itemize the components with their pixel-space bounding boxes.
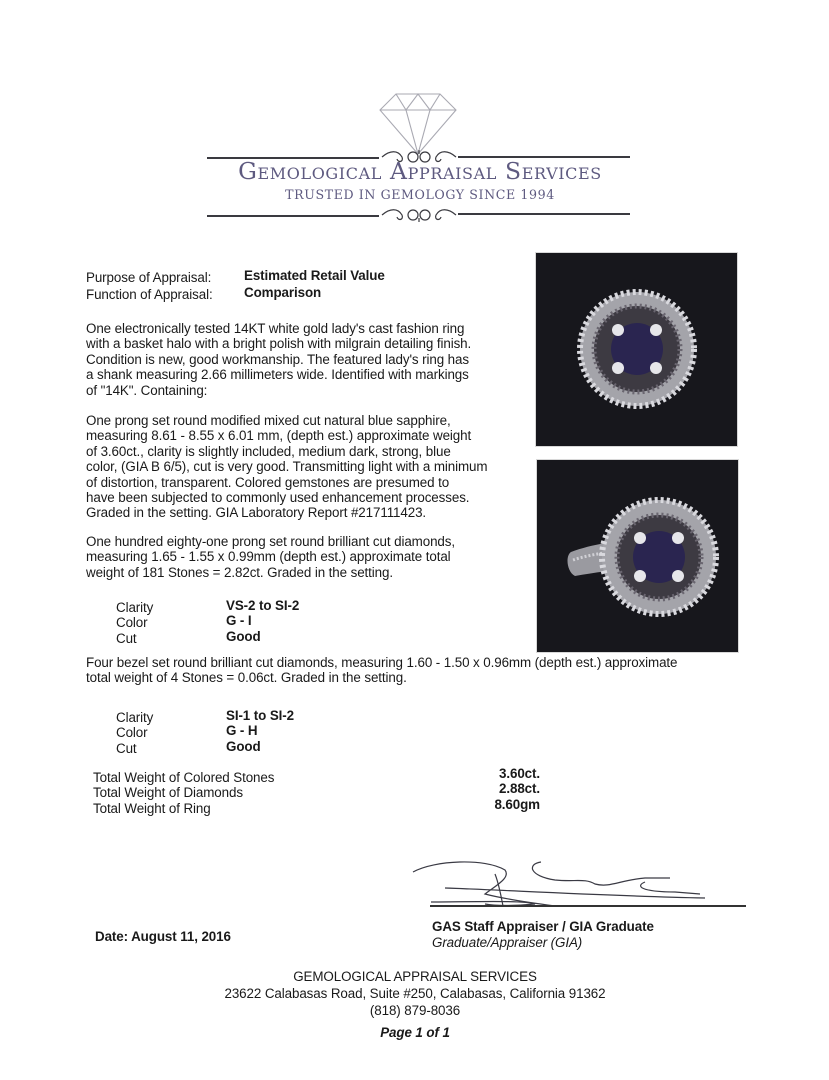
purpose-label: Purpose of Appraisal:: [86, 270, 212, 285]
totals-values: [470, 766, 540, 812]
appraisal-date: Date: August 11, 2016: [95, 929, 231, 944]
cut-label: Cut: [116, 630, 137, 646]
total-ring-label: Total Weight of Ring: [93, 800, 211, 816]
clarity-value: SI-1 to SI-2: [226, 708, 294, 723]
ring-description: [86, 321, 526, 398]
description-line: Graded in the setting. GIA Laboratory Report #217111423.: [86, 505, 427, 521]
footer: [160, 968, 670, 1041]
ring-angle-view-photo: [537, 460, 738, 652]
total-diamonds-label: Total Weight of Diamonds: [93, 785, 243, 801]
footer-phone: (818) 879-8036: [369, 1003, 461, 1018]
company-name-heading: Gemological Appraisal Services: [238, 157, 602, 185]
total-ring-value: 8.60gm: [494, 796, 540, 812]
cut-value: Good: [226, 738, 261, 754]
description-line: of 3.60ct., clarity is slightly included, medium dark, strong, blue: [86, 443, 451, 459]
total-colored-stones-value: 3.60ct.: [499, 766, 540, 781]
cut-label: Cut: [116, 740, 137, 756]
ring-top-view-photo: [536, 253, 737, 446]
description-line: One hundred eighty-one prong set round brilliant cut diamonds,: [86, 534, 455, 549]
totals-labels: [93, 770, 293, 816]
description-line: color, (GIA B 6/5), cut is very good. Transmitting light with a minimum: [86, 459, 488, 475]
footer-company: GEMOLOGICAL APPRAISAL SERVICES: [293, 969, 537, 984]
description-line: weight of 181 Stones = 2.82ct. Graded in the setting.: [86, 564, 393, 580]
appraiser-subtitle: Graduate/Appraiser (GIA): [432, 935, 583, 950]
clarity-label: Clarity: [116, 710, 154, 725]
description-line: Condition is new, good workmanship. The featured lady's ring has: [86, 351, 469, 367]
clarity-label: Clarity: [116, 600, 154, 615]
company-tagline: TRUSTED IN GEMOLOGY SINCE 1994: [285, 187, 555, 202]
total-diamonds-value: 2.88ct.: [499, 781, 540, 797]
clarity-value: VS-2 to SI-2: [226, 598, 300, 613]
signature-image: [405, 856, 745, 908]
description-line: with a basket halo with a bright polish with milgrain detailing finish.: [86, 336, 472, 352]
header-bottom-rule: [207, 215, 379, 217]
description-line: have been subjected to commonly used enhancement processes.: [86, 490, 470, 506]
function-label: Function of Appraisal:: [86, 287, 213, 302]
description-line: Four bezel set round brilliant cut diamonds, measuring 1.60 - 1.50 x 0.96mm (depth est.) approximate: [86, 655, 678, 670]
description-line: One electronically tested 14KT white gold lady's cast fashion ring: [86, 321, 465, 336]
description-line: a shank measuring 2.66 millimeters wide. Identified with markings: [86, 367, 469, 383]
cut-value: Good: [226, 628, 261, 644]
description-line: measuring 1.65 - 1.55 x 0.99mm (depth est.) approximate total: [86, 549, 451, 565]
description-line: One prong set round modified mixed cut natural blue sapphire,: [86, 413, 451, 428]
bezel-diamonds-description: [86, 655, 726, 686]
diamonds-description: [86, 534, 526, 580]
appraiser-title: GAS Staff Appraiser / GIA Graduate: [432, 919, 654, 934]
color-value: G - H: [226, 723, 258, 739]
sapphire-description: [86, 413, 526, 521]
function-value: Comparison: [244, 285, 322, 300]
color-value: G - I: [226, 613, 252, 629]
page-number: Page 1 of 1: [380, 1025, 450, 1040]
color-label: Color: [116, 615, 148, 631]
total-colored-stones-label: Total Weight of Colored Stones: [93, 770, 275, 785]
flourish-bottom-icon: [380, 206, 458, 224]
diamonds-grades: [116, 600, 299, 646]
description-line: of distortion, transparent. Colored gemstones are presumed to: [86, 474, 450, 490]
footer-address: 23622 Calabasas Road, Suite #250, Calabasas, California 91362: [224, 986, 606, 1001]
header-bottom-rule: [458, 213, 630, 215]
description-line: total weight of 4 Stones = 0.06ct. Graded in the setting.: [86, 670, 407, 686]
color-label: Color: [116, 725, 148, 741]
description-line: measuring 8.61 - 8.55 x 6.01 mm, (depth est.) approximate weight: [86, 428, 472, 444]
purpose-value: Estimated Retail Value: [244, 268, 385, 283]
description-line: of "14K". Containing:: [86, 382, 208, 398]
bezel-grades: [116, 710, 294, 756]
signature-line: [430, 905, 746, 907]
